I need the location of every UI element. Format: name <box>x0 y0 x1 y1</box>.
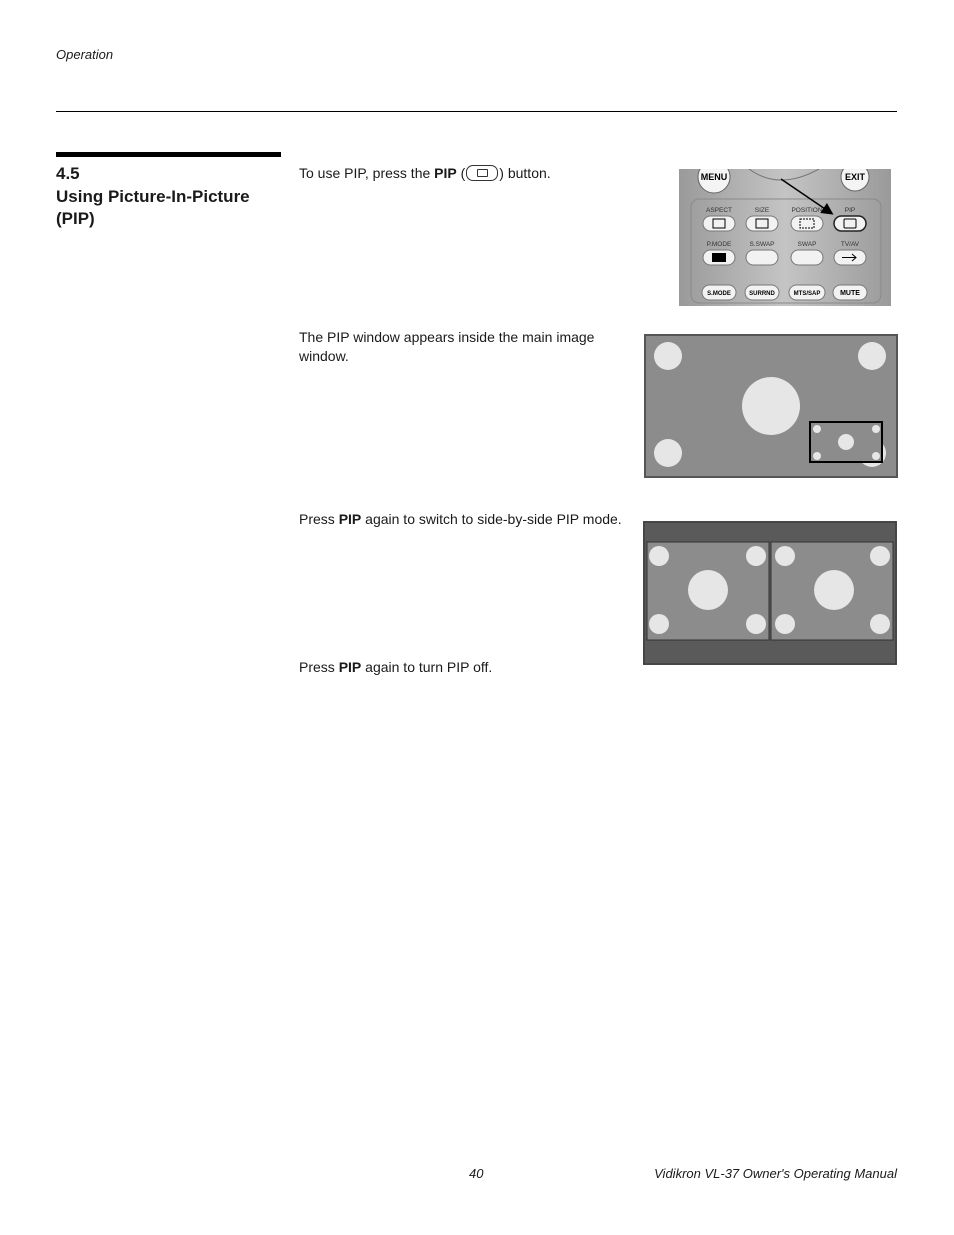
tvav-button <box>834 250 866 265</box>
text: again to turn PIP off. <box>361 659 493 675</box>
mute-button <box>833 285 867 300</box>
right-image <box>771 542 893 640</box>
size-button <box>746 216 778 231</box>
pip-keyword: PIP <box>338 659 362 675</box>
page-number: 40 <box>469 1166 484 1181</box>
paragraph-pip-window: The PIP window appears inside the main image window. <box>299 329 595 364</box>
smode-button <box>702 285 736 300</box>
pmode-button <box>703 250 735 265</box>
pip-button <box>834 216 866 231</box>
pip-label: PIP <box>844 207 856 214</box>
sswap-button <box>746 250 778 265</box>
mts-sap-button <box>789 285 825 300</box>
header-rule <box>56 111 897 112</box>
position-label: POSITION <box>791 207 823 214</box>
surround-label: SURRND <box>749 291 775 297</box>
remote-control-illustration <box>679 169 891 306</box>
paragraph-pip-off <box>299 658 492 677</box>
corner-circle <box>858 342 886 370</box>
size-label: SIZE <box>754 207 770 214</box>
corner-circle <box>654 439 682 467</box>
aspect-label: ASPECT <box>705 207 733 214</box>
text: again to switch to side-by-side PIP mode. <box>361 511 622 527</box>
text: ) button. <box>499 165 551 181</box>
manual-title: Vidikron VL-37 Owner's Operating Manual <box>654 1166 897 1181</box>
side-by-side-diagram <box>643 521 897 665</box>
pip-keyword: PIP <box>434 165 457 181</box>
smode-label: S.MODE <box>707 291 731 297</box>
exit-label: EXIT <box>844 172 866 182</box>
swap-label: SWAP <box>797 241 817 248</box>
tvav-label: TV/AV <box>840 241 860 248</box>
section-title: Using Picture-In-Picture (PIP) <box>56 187 250 228</box>
pip-keyword: PIP <box>338 511 362 527</box>
center-circle <box>742 377 800 435</box>
pip-inset-diagram <box>644 334 898 478</box>
pmode-label: P.MODE <box>706 241 732 248</box>
text: Press <box>299 511 339 527</box>
position-button <box>791 216 823 231</box>
section-number: 4.5 <box>56 164 80 183</box>
pmode-icon <box>712 253 726 262</box>
swap-button <box>791 250 823 265</box>
aspect-button <box>703 216 735 231</box>
sswap-label: S.SWAP <box>749 241 775 248</box>
section-bar <box>56 152 281 157</box>
text: ( <box>456 165 466 181</box>
mts-sap-label: MTS/SAP <box>793 291 821 297</box>
surround-button <box>745 285 779 300</box>
pip-button-icon <box>466 165 498 181</box>
pip-window <box>810 422 882 462</box>
paragraph-side-by-side <box>299 510 622 529</box>
text: Press <box>299 659 339 675</box>
text: To use PIP, press the <box>299 165 435 181</box>
left-image <box>647 542 769 640</box>
mute-label: MUTE <box>840 290 860 297</box>
corner-circle <box>654 342 682 370</box>
header-section-label: Operation <box>56 47 114 62</box>
paragraph-use-pip <box>299 164 551 183</box>
menu-label: MENU <box>700 172 728 182</box>
